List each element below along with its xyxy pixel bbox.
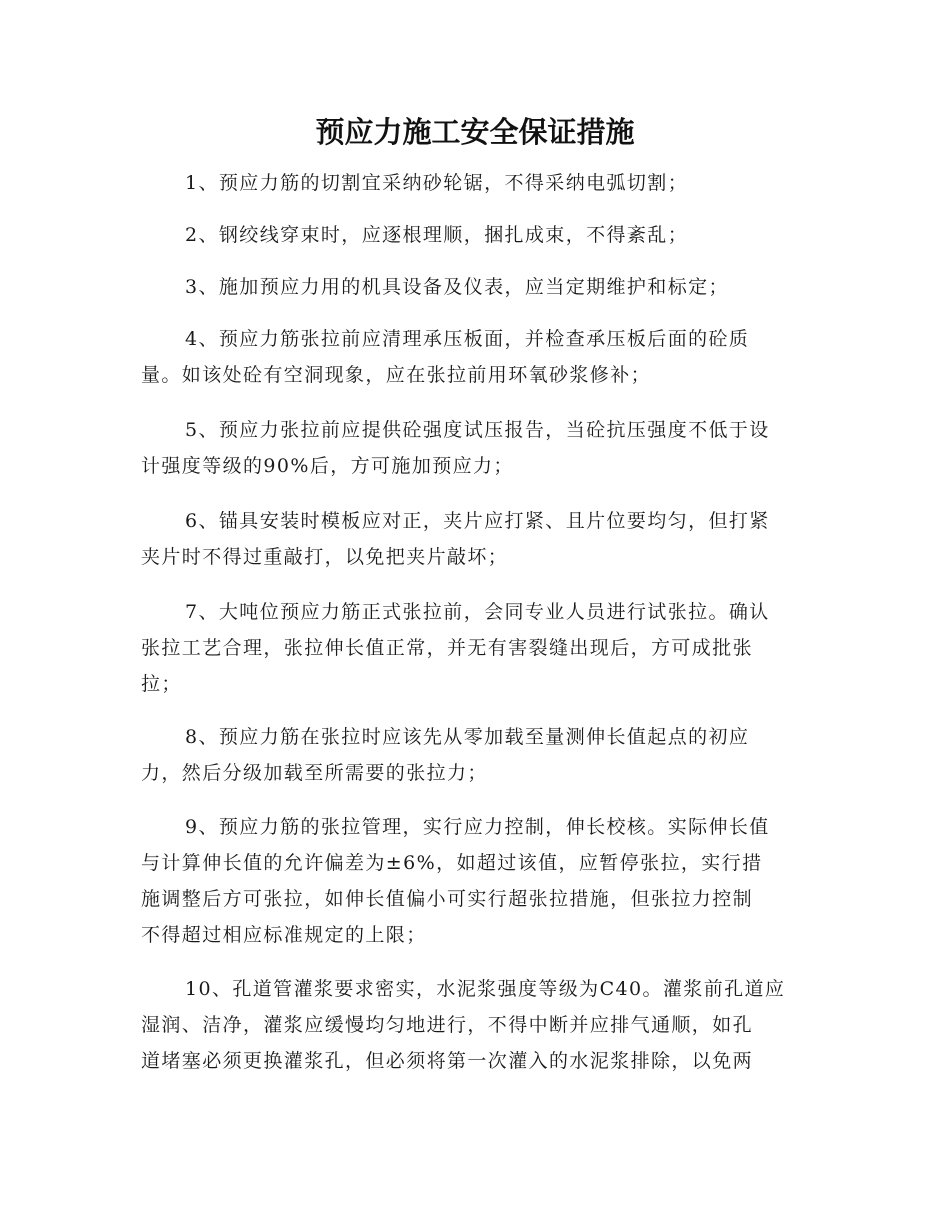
paragraph-3	[141, 269, 811, 305]
paragraph-8-line-2: 力，然后分级加载至所需要的张拉力；	[141, 762, 488, 784]
paragraph-4-line-1: 4、预应力筋张拉前应清理承压板面，并检查承压板后面的砼质	[185, 328, 750, 350]
paragraph-6-line-1: 6、锚具安装时模板应对正，夹片应打紧、且片位要均匀，但打紧	[185, 510, 770, 532]
paragraph-2-line-1: 2、钢绞线穿束时，应逐根理顺，捆扎成束，不得紊乱；	[185, 224, 689, 246]
paragraph-2	[141, 217, 811, 253]
paragraph-7	[141, 594, 811, 702]
paragraph-10-line-2: 湿润、洁净，灌浆应缓慢均匀地进行，不得中断并应排气通顺，如孔	[141, 1014, 754, 1036]
paragraph-8-line-1: 8、预应力筋在张拉时应该先从零加载至量测伸长值起点的初应	[185, 726, 750, 748]
paragraph-3-line-1: 3、施加预应力用的机具设备及仪表，应当定期维护和标定；	[185, 276, 729, 298]
paragraph-9	[141, 809, 811, 953]
paragraph-7-line-2: 张拉工艺合理，张拉伸长值正常，并无有害裂缝出现后，方可成批张	[141, 637, 754, 659]
paragraph-5-line-2: 计强度等级的90%后，方可施加预应力；	[141, 455, 514, 477]
paragraph-4	[141, 321, 811, 393]
paragraph-10	[141, 971, 811, 1079]
paragraph-9-line-4: 不得超过相应标准规定的上限；	[141, 924, 427, 946]
paragraph-4-line-2: 量。如该处砼有空洞现象，应在张拉前用环氧砂浆修补；	[141, 364, 652, 386]
paragraph-10-line-1: 10、孔道管灌浆要求密实，水泥浆强度等级为C40。灌浆前孔道应	[185, 978, 786, 1000]
paragraph-7-line-1: 7、大吨位预应力筋正式张拉前，会同专业人员进行试张拉。确认	[185, 601, 770, 623]
document-title: 预应力施工安全保证措施	[315, 115, 635, 149]
paragraph-9-line-3: 施调整后方可张拉，如伸长值偏小可实行超张拉措施，但张拉力控制	[141, 888, 754, 910]
paragraph-10-line-3: 道堵塞必须更换灌浆孔，但必须将第一次灌入的水泥浆排除，以免两	[141, 1050, 754, 1072]
paragraph-5-line-1: 5、预应力张拉前应提供砼强度试压报告，当砼抗压强度不低于设	[185, 419, 770, 441]
paragraph-6	[141, 503, 811, 575]
paragraph-9-line-1: 9、预应力筋的张拉管理，实行应力控制，伸长校核。实际伸长值	[185, 816, 770, 838]
paragraph-1	[141, 165, 811, 201]
paragraph-5	[141, 412, 811, 484]
paragraph-8	[141, 719, 811, 791]
paragraph-1-line-1: 1、预应力筋的切割宜采纳砂轮锯，不得采纳电弧切割；	[185, 172, 689, 194]
paragraph-7-line-3: 拉；	[141, 673, 182, 695]
paragraph-6-line-2: 夹片时不得过重敲打，以免把夹片敲坏；	[141, 546, 509, 568]
paragraph-9-line-2: 与计算伸长值的允许偏差为±6%，如超过该值，应暂停张拉，实行措	[141, 852, 763, 874]
